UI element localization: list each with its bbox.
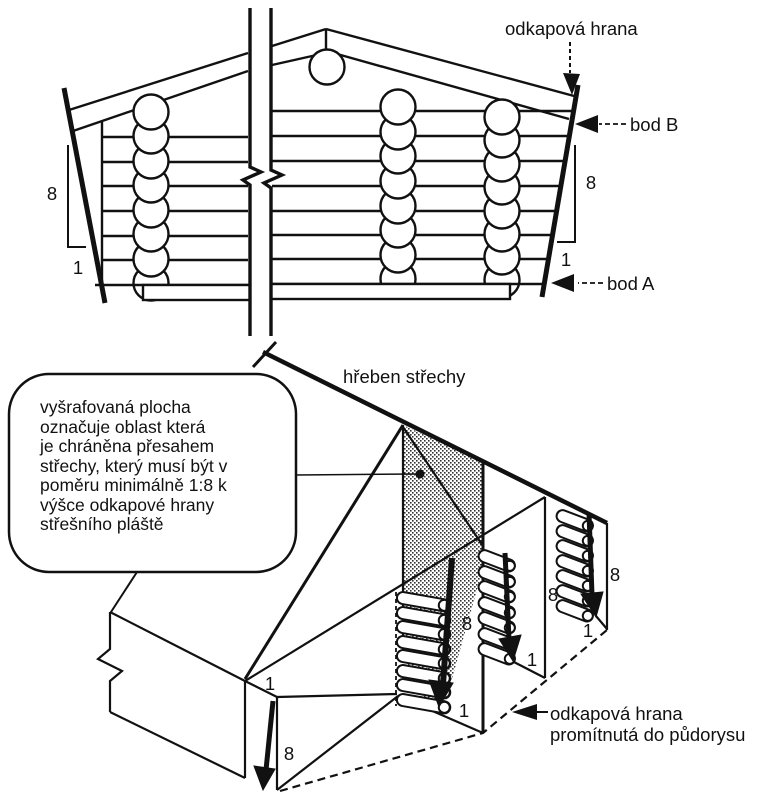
ratio-8-label: 8 bbox=[585, 172, 597, 193]
log-end-circles-column-right bbox=[485, 100, 520, 298]
plan-projection-callout bbox=[512, 703, 745, 745]
point-a-callout bbox=[551, 273, 655, 294]
left-arrow-icon bbox=[575, 115, 598, 133]
plan-projection-label-line1: odkapová hrana bbox=[550, 703, 683, 724]
log-end-circles-column-left bbox=[134, 95, 169, 301]
callout-text-line: střešního pláště bbox=[40, 514, 164, 534]
ridge-label: hřeben střechy bbox=[343, 366, 466, 387]
point-b-label: bod B bbox=[630, 114, 679, 135]
ratio-1-label: 1 bbox=[560, 249, 572, 270]
ratio-1-label: 1 bbox=[264, 673, 276, 694]
callout-tail-line bbox=[111, 572, 137, 612]
log-end-circles-column-middle bbox=[381, 90, 416, 297]
ratio-1-label: 1 bbox=[526, 649, 538, 670]
ratio-1-label: 1 bbox=[72, 257, 84, 278]
drip-edge-label: odkapová hrana bbox=[505, 18, 638, 39]
callout-connector-dot bbox=[416, 470, 425, 479]
ratio-8-label: 8 bbox=[283, 743, 295, 764]
left-arrow-icon bbox=[551, 274, 574, 292]
ratio-8-label: 8 bbox=[461, 613, 473, 634]
ratio-8-label: 8 bbox=[609, 564, 621, 585]
ratio-8-label: 8 bbox=[46, 183, 58, 204]
callout-text-line: je chráněna přesahem bbox=[40, 436, 215, 456]
ratio-8-label: 8 bbox=[547, 584, 559, 605]
callout-text-line: střechy, který musí být v bbox=[40, 456, 228, 476]
callout-connector-line bbox=[296, 474, 416, 475]
foundation-sill bbox=[95, 284, 544, 300]
callout-text-line: výšce odkapové hrany bbox=[40, 495, 215, 515]
point-b-callout bbox=[575, 114, 678, 135]
ratio-1-label: 1 bbox=[458, 700, 470, 721]
axonometric-diagram bbox=[9, 342, 745, 791]
point-a-label: bod A bbox=[607, 273, 655, 294]
gable-elevation-diagram bbox=[47, 8, 679, 336]
ridge-log-circle bbox=[310, 50, 345, 85]
callout-text-line: poměru minimálně 1:8 k bbox=[40, 475, 227, 495]
callout-text-line: označuje oblast která bbox=[40, 417, 206, 437]
plan-projection-label-line2: promítnutá do půdorysu bbox=[550, 724, 746, 745]
callout-text-line: vyšrafovaná plocha bbox=[40, 397, 191, 417]
drip-edge-line-left bbox=[64, 88, 105, 303]
ratio-1-label: 1 bbox=[582, 620, 594, 641]
